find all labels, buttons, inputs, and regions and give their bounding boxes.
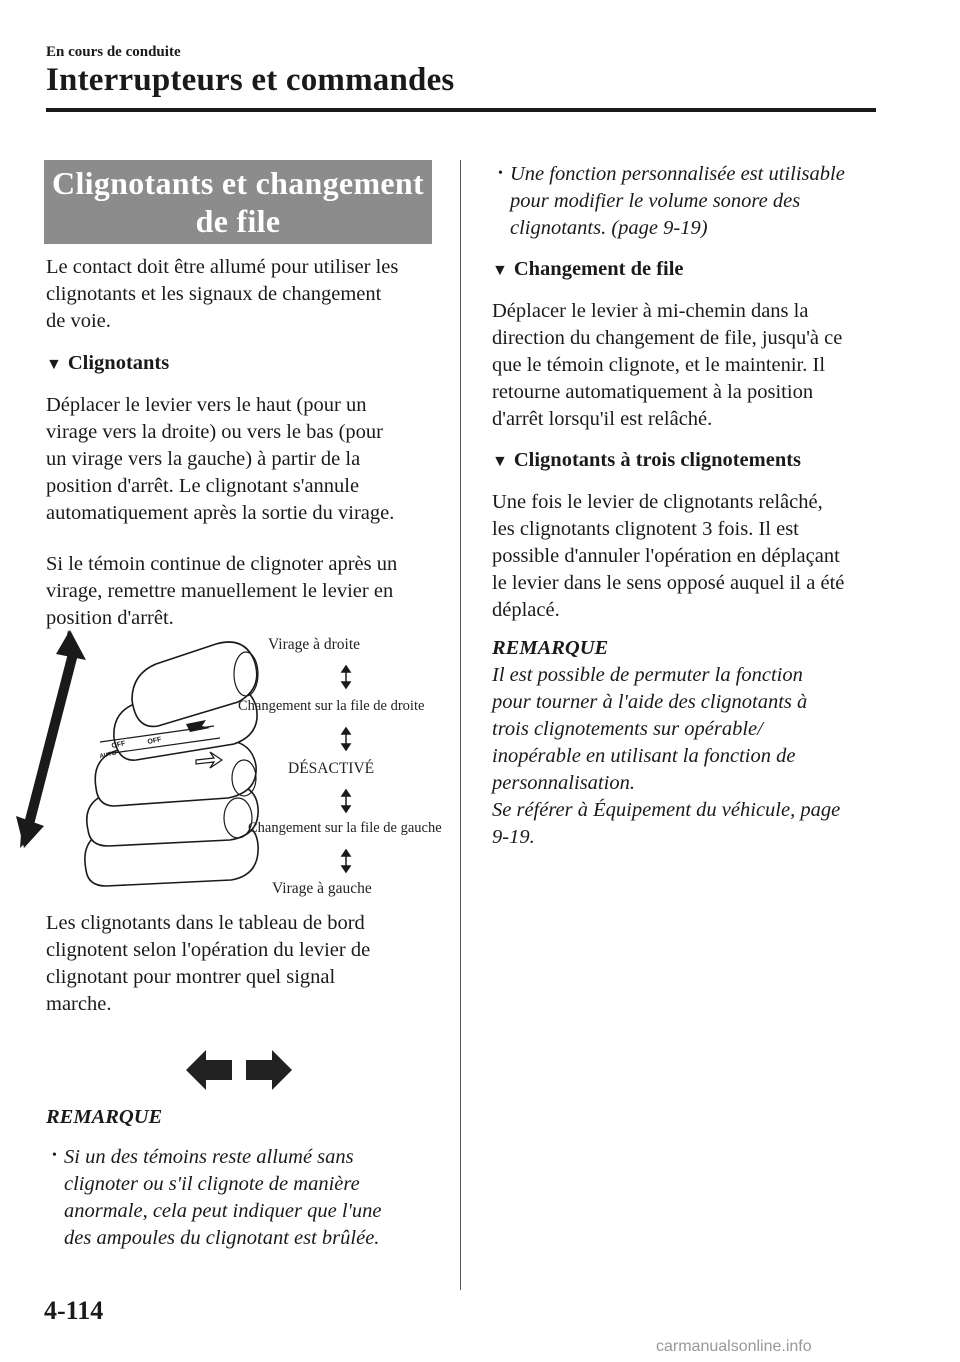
text-line: virage vers la droite) ou vers le bas (pour [46,421,383,443]
intro-paragraph [46,254,398,335]
text-line: marche. [46,993,112,1015]
text-line: que le témoin clignote, et le maintenir. Il [492,354,826,376]
remarque-label-right: REMARQUE [492,637,609,659]
text-line: les clignotants clignotent 3 fois. Il est [492,518,799,540]
text-line: anormale, cela peut indiquer que l'une [64,1200,382,1222]
clignotants-paragraph-1 [46,392,394,527]
text-line: un virage vers la gauche) à partir de la [46,448,361,470]
tableau-paragraph [46,910,370,1018]
clignotants-paragraph-2 [46,551,397,632]
turn-signal-lever-diagram [16,630,460,910]
triangle-down-icon: ▼ [492,262,508,279]
turn-indicator-arrows [186,1050,296,1090]
switch-auto-marking: AUTO [99,750,117,760]
text-line: trois clignotements sur opérable/ [492,718,763,740]
text-line: position d'arrêt. [46,607,174,629]
bullet-icon: • [498,166,503,181]
text-line: position d'arrêt. Le clignotant s'annule [46,475,360,497]
heading-clignotants [46,352,169,375]
text-line: virage, remettre manuellement le levier en [46,580,394,602]
heading-text: Clignotants à trois clignotements [513,449,802,471]
heading-text: Changement de file [513,258,684,280]
text-line: clignotants et les signaux de changement [46,283,382,305]
heading-changement-de-file [492,258,684,281]
text-line: le levier dans le sens opposé auquel il a été [492,572,845,594]
text-line: clignoter ou s'il clignote de manière [64,1173,360,1195]
text-line: pour tourner à l'aide des clignotants à [492,691,808,713]
trois-paragraph [492,489,844,624]
text-line: Une fonction personnalisée est utilisable [510,163,845,185]
text-line: de voie. [46,310,111,332]
text-line: clignotants. (page 9-19) [510,217,708,239]
switch-off-marking: OFF [110,740,127,750]
text-line: possible d'annuler l'opération en déplaçant [492,545,840,567]
text-line: pour modifier le volume sonore des [510,190,801,212]
remarque-label-left: REMARQUE [46,1106,163,1128]
label-changement-gauche: Changement sur la file de gauche [248,820,442,836]
turn-left-arrow-icon [186,1050,232,1090]
chapter-label: En cours de conduite [46,44,181,60]
changement-paragraph [492,298,842,433]
label-virage-gauche: Virage à gauche [272,880,372,897]
remarque-paragraph-right [492,662,840,851]
text-line: déplacé. [492,599,560,621]
text-line: 9-19. [492,826,535,848]
text-line: Les clignotants dans le tableau de bord [46,912,365,934]
text-line: personnalisation. [492,772,635,794]
header-rule [46,108,876,112]
text-line: Déplacer le levier vers le haut (pour un [46,394,367,416]
page-title [44,160,432,244]
text-line: clignotant pour montrer quel signal [46,966,336,988]
column-divider [460,160,461,1290]
text-line: Déplacer le levier à mi-chemin dans la [492,300,809,322]
text-line: inopérable en utilisant la fonction de [492,745,796,767]
text-line: Si un des témoins reste allumé sans [64,1146,354,1168]
text-line: Une fois le levier de clignotants relâché, [492,491,823,513]
text-line: clignotent selon l'opération du levier de [46,939,371,961]
text-line: automatiquement après la sortie du virage. [46,502,395,524]
up-down-double-arrow-icon [16,630,86,848]
page-number: 4-114 [44,1296,104,1325]
remarque-bullet-left [64,1144,382,1252]
lever-illustration [16,630,460,910]
watermark: carmanualsonline.info [656,1338,812,1355]
heading-trois-clignotements [492,449,801,472]
label-virage-droite: Virage à droite [268,636,361,653]
text-line: direction du changement de file, jusqu'à ce [492,327,843,349]
text-line: Se référer à Équipement du véhicule, page [492,799,841,821]
remarque-bullet-right [510,161,845,242]
text-line: Si le témoin continue de clignoter après un [46,553,398,575]
label-desactive: DÉSACTIVÉ [288,760,375,777]
text-line: Il est possible de permuter la fonction [492,664,803,686]
label-changement-droite: Changement sur la file de droite [238,698,425,714]
switch-off-marking: OFF [146,736,163,746]
text-line: des ampoules du clignotant est brûlée. [64,1227,380,1249]
page-title-line1: Clignotants et changement [52,165,424,201]
text-line: Le contact doit être allumé pour utiliser les [46,256,399,278]
bullet-icon: • [52,1148,57,1163]
text-line: retourne automatiquement à la position [492,381,814,403]
heading-text: Clignotants [67,352,170,374]
triangle-down-icon: ▼ [46,356,62,373]
turn-right-arrow-icon [246,1050,292,1090]
triangle-down-icon: ▼ [492,453,508,470]
text-line: d'arrêt lorsqu'il est relâché. [492,408,713,430]
page-title-line2: de file [195,203,281,239]
section-header: Interrupteurs et commandes [46,62,455,98]
